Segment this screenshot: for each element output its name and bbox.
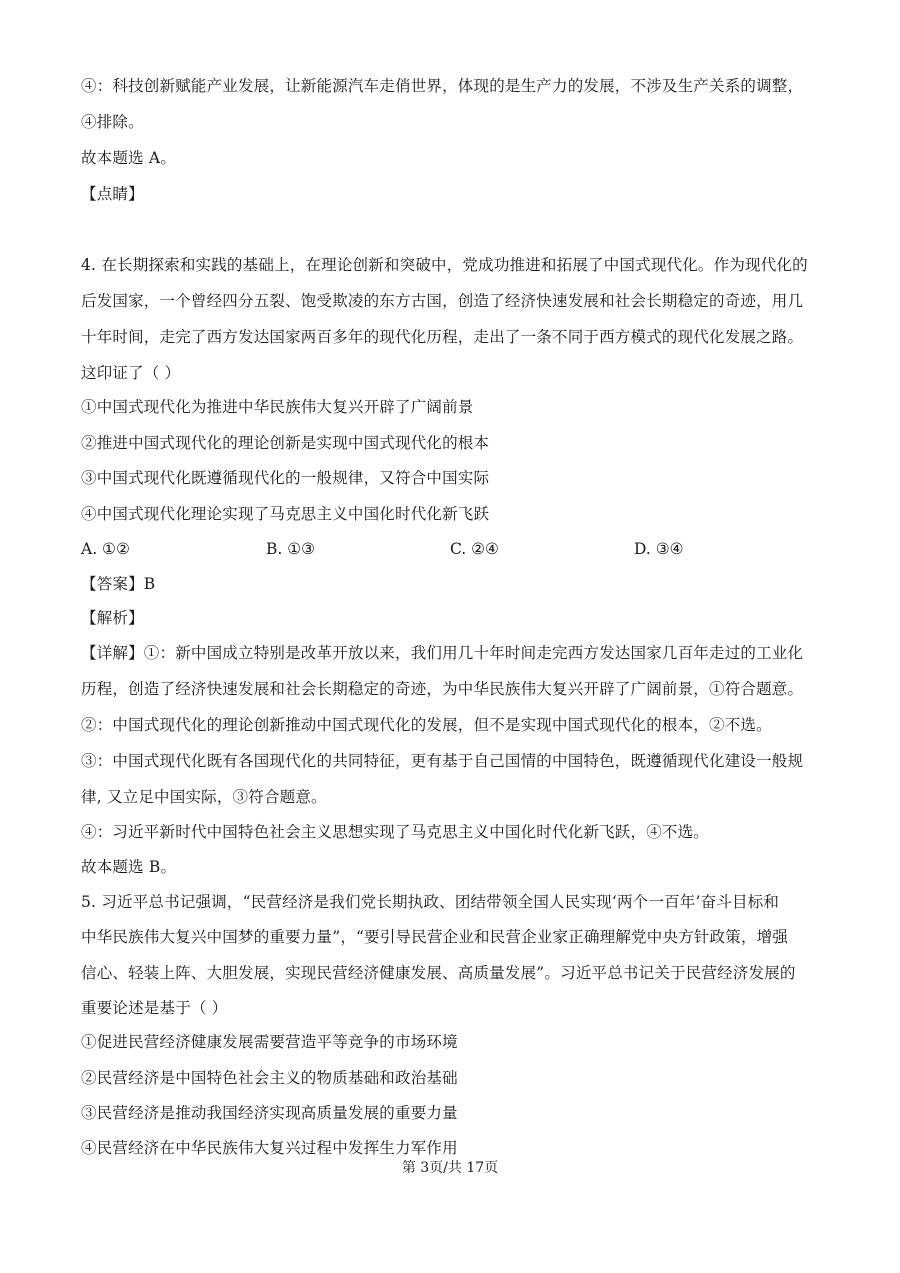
q4-detail-line: ②：中国式现代化的理论创新推动中国式现代化的发展，但不是实现中国式现代化的根本，②不选。 (81, 716, 772, 734)
q4-statement: ①中国式现代化为推进中华民族伟大复兴开辟了广阔前景 (81, 398, 474, 416)
q5-statement: ④民营经济在中华民族伟大复兴过程中发挥生力军作用 (81, 1139, 458, 1157)
q4-stem-line: 十年时间，走完了西方发达国家两百多年的现代化历程，走出了一条不同于西方模式的现代化发展之路。 (81, 328, 804, 346)
q4-statement: ④中国式现代化理论实现了马克思主义中国化时代化新飞跃 (81, 505, 490, 523)
q4-detail-line: 历程，创造了经济快速发展和社会长期稳定的奇迹，为中华民族伟大复兴开辟了广阔前景，①符合题意。 (81, 680, 804, 698)
q4-analysis-label: 【解析】 (81, 609, 144, 627)
q5-statement: ③民营经济是推动我国经济实现高质量发展的重要力量 (81, 1104, 458, 1122)
q4-option-a: A. ①② (81, 540, 130, 558)
q4-statement: ②推进中国式现代化的理论创新是实现中国式现代化的根本 (81, 434, 490, 452)
q4-stem-line: 后发国家，一个曾经四分五裂、饱受欺凌的东方古国，创造了经济快速发展和社会长期稳定的奇迹，用几 (81, 292, 804, 310)
q4-answer: 【答案】B (81, 575, 156, 593)
q4-option-c: C. ②④ (450, 540, 499, 558)
q4-statement: ③中国式现代化既遵循现代化的一般规律，又符合中国实际 (81, 469, 490, 487)
prev-explanation-line: ④：科技创新赋能产业发展，让新能源汽车走俏世界，体现的是生产力的发展，不涉及生产关系的调整， (81, 77, 804, 95)
q4-conclusion: 故本题选 B。 (81, 858, 177, 876)
q4-option-d: D. ③④ (634, 540, 684, 558)
dianjing-label: 【点睛】 (81, 185, 144, 203)
q4-stem-line: 这印证了（ ） (81, 364, 181, 382)
q4-detail-line: ④：习近平新时代中国特色社会主义思想实现了马克思主义中国化时代化新飞跃，④不选。 (81, 823, 710, 841)
prev-conclusion: 故本题选 A。 (81, 149, 177, 167)
q5-statement: ①促进民营经济健康发展需要营造平等竞争的市场环境 (81, 1033, 458, 1051)
page-number-footer: 第 3页/共 17页 (401, 1160, 499, 1176)
prev-explanation-line: ④排除。 (81, 113, 144, 131)
q5-stem-line: 信心、轻装上阵、大胆发展，实现民营经济健康发展、高质量发展”。习近平总书记关于民营经济发展的 (81, 964, 796, 982)
q5-statement: ②民营经济是中国特色社会主义的物质基础和政治基础 (81, 1069, 458, 1087)
q4-detail-line: 律, 又立足中国实际，③符合题意。 (81, 788, 327, 806)
q4-detail-line: ③：中国式现代化既有各国现代化的共同特征，更有基于自己国情的中国特色，既遵循现代化建设一般规 (81, 752, 804, 770)
q4-stem-line: 4. 在长期探索和实践的基础上，在理论创新和突破中，党成功推进和拓展了中国式现代化。作为现代化的 (81, 256, 808, 274)
q5-stem-line: 中华民族伟大复兴中国梦的重要力量”，“要引导民营企业和民营企业家正确理解党中央方针政策，增强 (81, 928, 789, 946)
q5-stem-line: 5. 习近平总书记强调，“民营经济是我们党长期执政、团结带领全国人民实现‘两个一百年’奋斗目标和 (81, 893, 780, 911)
q5-stem-line: 重要论述是基于（ ） (81, 999, 228, 1017)
q4-detail-line: 【详解】①：新中国成立特别是改革开放以来，我们用几十年时间走完西方发达国家几百年走过的工业化 (81, 644, 804, 662)
q4-option-b: B. ①③ (266, 540, 316, 558)
